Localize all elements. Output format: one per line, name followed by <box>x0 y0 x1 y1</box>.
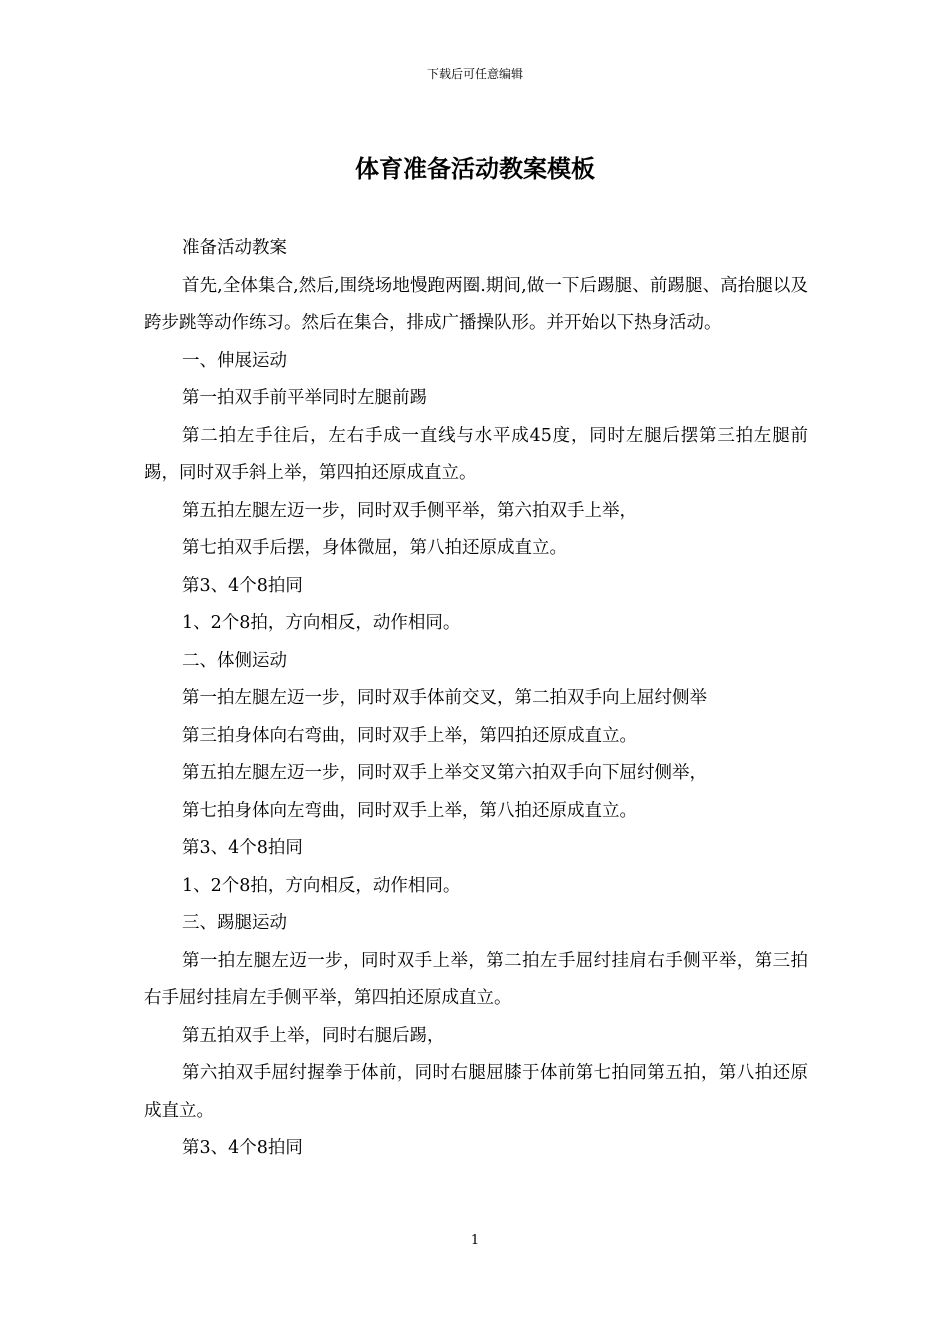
paragraph: 第3、4个8拍同 <box>182 575 303 596</box>
paragraph: 首先,全体集合,然后,围绕场地慢跑两圈.期间,做一下后踢腿、前踢腿、高抬腿以及跨步跳等动作练习。然后在集合，排成广播操队形。并开始以下热身活动。 <box>144 275 808 333</box>
paragraph: 第一拍左腿左迈一步，同时双手上举，第二拍左手屈纣挂肩右手侧平举，第三拍右手屈纣挂肩左手侧平举，第四拍还原成直立。 <box>144 950 808 1008</box>
paragraph: 第五拍左腿左迈一步，同时双手侧平举，第六拍双手上举， <box>182 500 637 521</box>
header-note: 下载后可任意编辑 <box>426 67 523 81</box>
paragraph: 第一拍双手前平举同时左腿前踢 <box>182 388 427 408</box>
paragraph: 第二拍左手往后，左右手成一直线与水平成45度，同时左腿后摆第三拍左腿前踢，同时双手斜上举，第四拍还原成直立。 <box>144 425 808 483</box>
section-heading: 二、体侧运动 <box>182 650 287 671</box>
page-number: 1 <box>470 1233 480 1248</box>
section-heading: 一、伸展运动 <box>182 350 287 371</box>
paragraph: 第五拍左腿左迈一步，同时双手上举交叉第六拍双手向下屈纣侧举， <box>182 763 707 783</box>
paragraph: 第七拍身体向左弯曲，同时双手上举，第八拍还原成直立。 <box>182 800 637 821</box>
paragraph: 第一拍左腿左迈一步，同时双手体前交叉，第二拍双手向上屈纣侧举 <box>182 688 707 708</box>
paragraph: 准备活动教案 <box>182 238 287 258</box>
paragraph: 第3、4个8拍同 <box>182 1138 303 1158</box>
document-title: 体育准备活动教案模板 <box>355 154 595 183</box>
paragraph: 1、2个8拍，方向相反，动作相同。 <box>182 613 461 633</box>
paragraph: 第七拍双手后摆，身体微屈，第八拍还原成直立。 <box>182 538 567 558</box>
paragraph: 第三拍身体向右弯曲，同时双手上举，第四拍还原成直立。 <box>182 725 637 746</box>
document-body <box>144 230 808 1168</box>
paragraph: 第3、4个8拍同 <box>182 838 303 858</box>
paragraph: 第五拍双手上举，同时右腿后踢， <box>182 1025 445 1046</box>
paragraph: 第六拍双手屈纣握拳于体前，同时右腿屈膝于体前第七拍同第五拍，第八拍还原成直立。 <box>144 1063 808 1121</box>
section-heading: 三、踢腿运动 <box>182 913 287 933</box>
paragraph: 1、2个8拍，方向相反，动作相同。 <box>182 875 461 896</box>
